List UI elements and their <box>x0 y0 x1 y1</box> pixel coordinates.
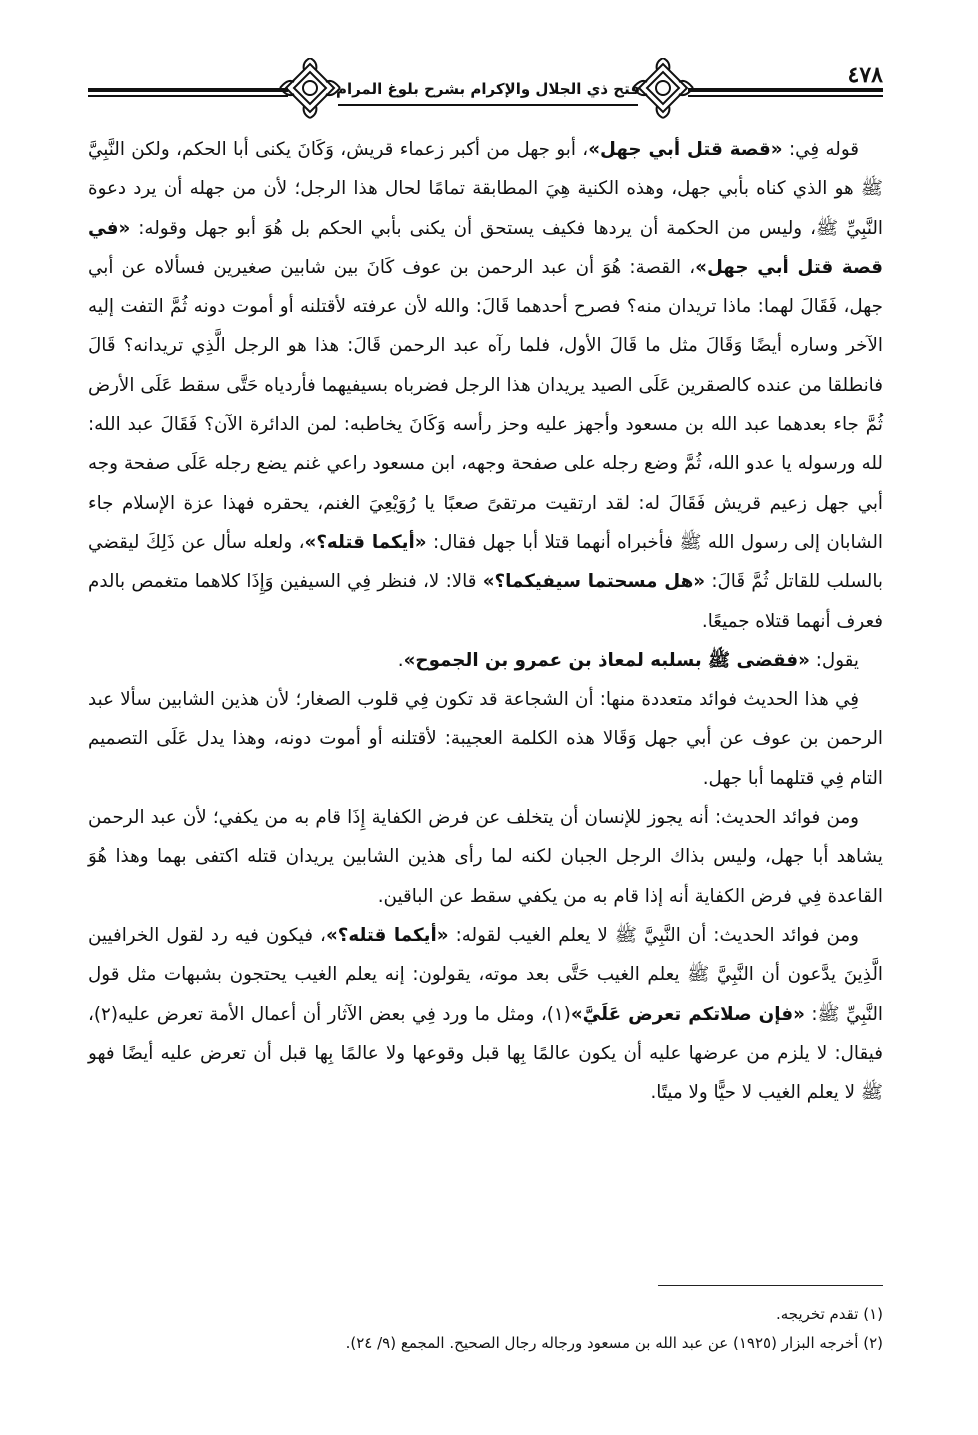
paragraph-3: فِي هذا الحديث فوائد متعددة منها: أن الشجاعة قد تكون فِي قلوب الصغار؛ لأن هذين الشابين سألا عبد الرحمن بن عوف عن أبي جهل وَقَالا هذه الكلمة العجيبة: لأقتلنه أو أموت دونه، وهذا يدل عَلَى التصميم التام فِي قتلهما أبا جهل. <box>88 689 883 789</box>
hadith-quote: «فقضى ﷺ بسلبه لمعاذ بن عمرو بن الجموح» <box>403 649 810 671</box>
book-title: فتح ذي الجلال والإكرام بشرح بلوغ المرام <box>335 80 641 98</box>
paragraph-2 <box>88 641 883 680</box>
hadith-quote: «هل مسحتما سيفيكما؟» <box>482 571 706 593</box>
paragraph-1 <box>88 130 883 641</box>
hadith-quote: «أيكما قتله؟» <box>304 531 427 553</box>
text-run: ، أبو جهل من أكبر زعماء قريش، وَكَانَ يكنى أبا الحكم، ولكن النَّبِيَّ ﷺ هو الذي كناه بأبي جهل، وهذه الكنية هِيَ المطابقة تمامًا لحال هذا الرجل؛ لأن من جهله أن يرد دعوة النَّبِيِّ ﷺ، وليس من الحكمة أن يردها فكيف يستحق أن يكنى بأبي الحكم بل هُوَ أبو جهل وقوله: <box>88 139 883 239</box>
text-run: قالا: لا، فنظر فِي السيفين وَإِذَا كلاهما متغمص بالدم فعرف أنهما قتلاه جميعًا. <box>88 571 883 632</box>
paragraph-5 <box>88 916 883 1112</box>
page-number: ٤٧٨ <box>847 62 883 88</box>
text-run: ، القصة: هُوَ أن عبد الرحمن بن عوف كَانَ بين شابين صغيرين فسألاه عن أبي جهل، فَقَالَ لهما: ماذا تريدان منه؟ فصرح أحدهما قَالَ: والله لأن عرفته لأقتلنه أو أموت دونه ثُمَّ التفت إليه الآخر وساره أيضًا وَقَالَ مثل ما قَالَ الأول، فلما رآه عبد الرحمن قَالَ: هذا هو الرجل الَّذِي تريدانه؟ قَالَ فانطلقا من عنده كالصقرين عَلَى الصيد يريدان هذا الرجل فضرباه بسيفيهما فأردياه حَتَّى سقط عَلَى الأرض ثُمَّ جاء بعدهما عبد الله بن مسعود وأجهز عليه وحز رأسه وَكَانَ يخاطبه: لمن الدائرة الآن؟ فَقَالَ عبد الله: لله ورسوله يا عدو الله، ثُمَّ وضع رجله على صفحة وجهه، ابن مسعود راعي غنم يضع رجله عَلَى صفحة وجه أبي جهل زعيم قريش فَقَالَ له: لقد ارتقيت مرتقىً صعبًا يا رُوَيْعِيَ الغنم، يحقره فهذا عزة الإسلام جاء الشابان إلى رسول الله ﷺ فأخبراه أنهما قتلا أبا جهل فقال: <box>88 256 883 553</box>
footnote-divider <box>658 1285 883 1286</box>
text-run: قوله فِي: <box>782 139 859 160</box>
text-run: (١)، ومثل ما ورد فِي بعض الآثار أن أعمال الأمة تعرض عليه(٢)، فيقال: لا يلزم من عرضها عليه أن يكون عالمًا بِها قبل وقوعها ولا عالمًا بِها قبل أن تعرض عليه أيضًا فهو ﷺ لا يعلم الغيب لا حيًّا ولا ميتًا. <box>88 1003 883 1104</box>
text-run: يقول: <box>809 649 859 671</box>
text-run: ومن فوائد الحديث: أن النَّبِيَّ ﷺ لا يعلم الغيب لقوله: <box>448 924 859 946</box>
page-header <box>88 58 883 120</box>
text-run: ، ولعله سأل عن ذَلِكَ ليقضي بالسلب للقاتل ثُمَّ قَالَ: <box>88 531 883 593</box>
text-run: ، فيكون فيه رد لقول الخرافيين الَّذِينَ يدَّعون أن النَّبِيَّ ﷺ يعلم الغيب حَتَّى بعد موته، يقولون: إنه يعلم الغيب يحتجون بشبهات مثل قول النَّبِيِّ ﷺ: <box>88 924 883 1025</box>
text-run: . <box>397 649 404 671</box>
footnotes <box>88 1300 883 1358</box>
hadith-quote: «أيكما قتله؟» <box>325 924 449 946</box>
quoted-title: «في قصة قتل أبي جهل» <box>88 217 883 278</box>
main-text <box>88 130 883 1112</box>
footnote-1: (١) تقدم تخريجه. <box>775 1305 883 1323</box>
quoted-title: «قصة قتل أبي جهل» <box>588 139 783 160</box>
paragraph-4: ومن فوائد الحديث: أنه يجوز للإنسان أن يتخلف عن فرض الكفاية إِذَا قام به من يكفي؛ لأن عبد الرحمن يشاهد أبا جهل، وليس بذاك الرجل الجبان لكنه لما رأى هذين الشابين يريدان قتله اكتفى بهما وهذا هُوَ القاعدة فِي فرض الكفاية أنه إذا قام به من يكفي سقط عن الباقين. <box>88 807 883 907</box>
hadith-quote: «فإن صلاتكم تعرض عَلَيَّ» <box>570 1003 805 1025</box>
footnote-2: (٢) أخرجه البزار (١٩٢٥) عن عبد الله بن مسعود ورجاله رجال الصحيح. المجمع (٩/ ٢٤). <box>345 1334 883 1352</box>
